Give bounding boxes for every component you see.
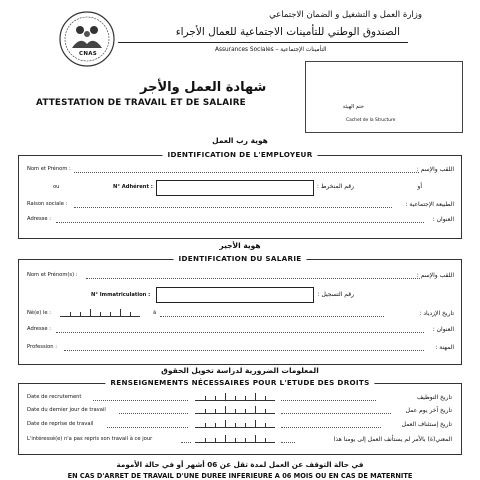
profession-label-ar: المهنة : xyxy=(435,344,454,351)
employer-name-label: Nom et Prénom : xyxy=(27,166,71,172)
employer-adresse-label: Adresse : xyxy=(27,216,51,222)
droits-row-label-ar: تاريخ إستئناف العمل xyxy=(401,421,452,428)
ne-label: Né(e) le : xyxy=(27,310,51,316)
droits-row-label: Date de recrutement xyxy=(27,394,82,400)
salarie-adresse-label: Adresse : xyxy=(27,326,51,332)
droits-title-ar: المعلومات الضرورية لدراسة تخويل الحقوق xyxy=(161,366,319,375)
employer-title-ar: هوية رب العمل xyxy=(212,136,268,145)
droits-date-field[interactable] xyxy=(195,420,275,428)
raison-label-ar: الطبيعة الإجتماعية : xyxy=(405,201,454,208)
droits-title: RENSEIGNEMENTS NÉCESSAIRES POUR L'ETUDE DES DROITS xyxy=(105,379,374,386)
stamp-box xyxy=(305,61,463,133)
raison-field[interactable] xyxy=(74,207,392,208)
droits-row-label: Date de reprise de travail xyxy=(27,421,94,427)
immat-label-ar: رقم التسجيل : xyxy=(317,291,354,298)
birthplace-field[interactable] xyxy=(160,316,384,317)
footer-line-ar: في حالة التوقف عن العمل لمدة تقل عن 06 أشهر أو في حالة الأمومة xyxy=(116,460,364,469)
droits-row-dots xyxy=(119,413,188,414)
fund-name: الصندوق الوطني للتأمينات الاجتماعية للعمال الأجراء xyxy=(175,26,400,38)
droits-row-dots-r xyxy=(281,413,391,414)
birthdate-field[interactable] xyxy=(60,309,140,317)
adherent-label: N° Adhérent : xyxy=(113,184,153,190)
employer-section xyxy=(18,150,462,239)
assurances-fr: Assurances Sociales xyxy=(215,47,274,53)
doc-title-ar: شهادة العمل والأجر xyxy=(140,80,267,95)
droits-row-label-ar: المعني(ة) بالأمر لم يستأنف العمل إلى يومنا هذا xyxy=(333,436,452,443)
adherent-label-ar: رقم المنخرط : xyxy=(316,183,354,190)
droits-row-dots xyxy=(93,400,188,401)
immat-label: N° Immatriculation : xyxy=(91,292,151,298)
cnas-logo xyxy=(58,10,116,68)
salarie-title-ar: هوية الأجير xyxy=(219,241,261,250)
salarie-name-field[interactable] xyxy=(86,278,420,279)
header-rule xyxy=(118,42,408,43)
assurances-ar: التأمينات الإجتماعية xyxy=(280,47,327,53)
droits-row-dots-r xyxy=(281,442,295,443)
employer-ou-ar: أو xyxy=(417,183,422,190)
ministry-line: وزارة العمل و التشغيل و الضمان الاجتماعي xyxy=(269,10,422,20)
droits-row xyxy=(27,420,452,432)
logo-text: CNAS xyxy=(79,51,98,57)
employer-name-label-ar: اللقب والإسم : xyxy=(416,166,454,173)
droits-row-dots-r xyxy=(281,427,381,428)
footer-line-fr: EN CAS D'ARRET DE TRAVAIL D'UNE DUREE INFERIEURE A 06 MOIS OU EN CAS DE MATERNITE xyxy=(67,472,413,480)
salarie-adresse-field[interactable] xyxy=(56,332,424,333)
raison-label: Raison sociale : xyxy=(27,201,68,207)
salarie-title: IDENTIFICATION DU SALARIE xyxy=(173,255,306,262)
stamp-label-ar: ختم الهيئة xyxy=(342,104,364,110)
droits-row xyxy=(27,393,452,405)
droits-row-label: L'intéressé(e) n'a pas repris son travail à ce jour xyxy=(27,436,153,442)
adherent-input[interactable] xyxy=(156,180,314,196)
assurances-sub: Assurances Sociales – التأمينات الإجتماعية xyxy=(215,47,327,53)
droits-row-dots xyxy=(107,427,188,428)
employer-name-field[interactable] xyxy=(74,172,419,173)
employer-ou: ou xyxy=(53,184,60,190)
salarie-adresse-label-ar: العنوان : xyxy=(432,326,454,333)
droits-date-field[interactable] xyxy=(195,393,275,401)
salarie-name-label-ar: اللقب والإسم : xyxy=(416,272,454,279)
a-label: à xyxy=(153,310,157,316)
droits-row-label-ar: تاريخ التوظيف xyxy=(416,394,452,401)
profession-field[interactable] xyxy=(64,350,424,351)
ne-label-ar: تاريخ الإزدياد : xyxy=(419,310,454,317)
droits-date-field[interactable] xyxy=(195,406,275,414)
droits-row-label: Date du dernier jour de travail xyxy=(27,407,106,413)
employer-adresse-label-ar: العنوان : xyxy=(432,216,454,223)
employer-title: IDENTIFICATION DE L'EMPLOYEUR xyxy=(162,151,317,158)
droits-row-dots xyxy=(181,442,191,443)
stamp-label-fr: Cachet de la Structure xyxy=(346,118,396,123)
droits-row xyxy=(27,406,452,418)
droits-row xyxy=(27,435,452,447)
droits-row-label-ar: تاريخ آخر يوم عمل xyxy=(405,407,452,414)
immat-input[interactable] xyxy=(156,287,314,303)
droits-date-field[interactable] xyxy=(195,435,275,443)
profession-label: Profession : xyxy=(27,344,57,350)
droits-row-dots-r xyxy=(281,400,376,401)
employer-adresse-field[interactable] xyxy=(56,222,424,223)
salarie-name-label: Nom et Prénom(s) : xyxy=(27,272,78,278)
doc-title-fr: ATTESTATION DE TRAVAIL ET DE SALAIRE xyxy=(36,98,246,108)
